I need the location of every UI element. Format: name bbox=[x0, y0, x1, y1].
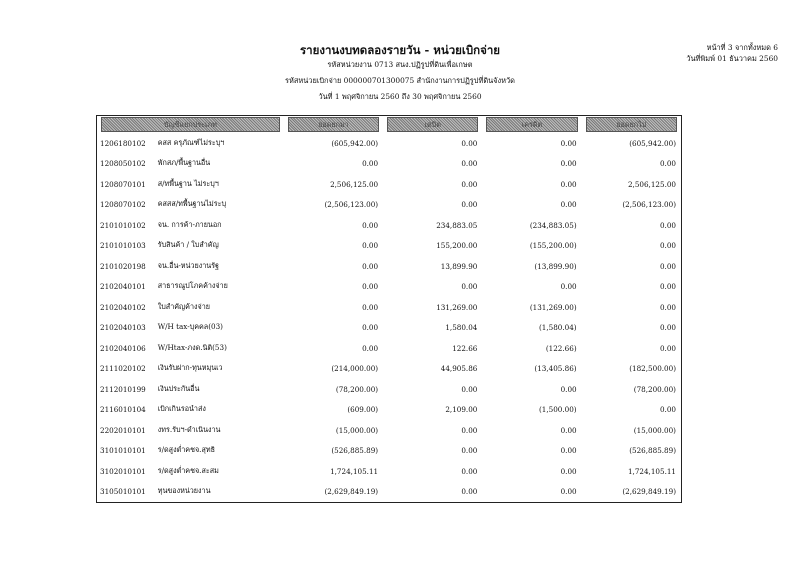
closing-balance: (2,629,849.19) bbox=[622, 487, 676, 497]
table-row bbox=[97, 195, 682, 216]
table-row bbox=[97, 154, 682, 175]
account-name: รับสินค้า / ใบสำคัญ bbox=[157, 240, 219, 250]
debit-amount: 131,269.00 bbox=[436, 302, 478, 312]
account-code: 2101010102 bbox=[100, 220, 146, 230]
table-row bbox=[97, 379, 682, 400]
closing-balance: (15,000.00) bbox=[633, 425, 676, 435]
credit-amount: 0.00 bbox=[560, 446, 577, 456]
debit-amount: 0.00 bbox=[461, 159, 478, 169]
account-name: ทุนของหน่วยงาน bbox=[157, 486, 211, 496]
debit-amount: 122.66 bbox=[452, 343, 478, 353]
credit-amount: (122.66) bbox=[545, 343, 577, 353]
account-name: จน. การค้า-ภายนอก bbox=[157, 219, 222, 229]
opening-balance: 0.00 bbox=[362, 323, 379, 333]
closing-balance: (2,506,123.00) bbox=[622, 200, 676, 210]
closing-balance: 2,506,125.00 bbox=[627, 179, 676, 189]
credit-amount: 0.00 bbox=[560, 282, 577, 292]
col-header-debit: เดบิต bbox=[383, 116, 482, 134]
credit-amount: 0.00 bbox=[560, 200, 577, 210]
opening-balance: (15,000.00) bbox=[335, 425, 379, 435]
table-header-row bbox=[97, 116, 682, 134]
col-header-closing: ยอดยกไป bbox=[582, 116, 682, 134]
closing-balance: 0.00 bbox=[659, 241, 676, 251]
debit-amount: 0.00 bbox=[461, 179, 478, 189]
trial-balance-table bbox=[96, 115, 682, 503]
account-code: 2101010103 bbox=[100, 241, 146, 251]
debit-amount: 44,905.86 bbox=[440, 364, 478, 374]
account-name: เงินประกันอื่น bbox=[157, 383, 200, 393]
page-number: หน้าที่ 3 จากทั้งหมด 6 bbox=[706, 43, 778, 52]
credit-amount: (155,200.00) bbox=[529, 241, 577, 251]
account-name: จน.อื่น-หน่วยงานรัฐ bbox=[157, 260, 219, 270]
opening-balance: (2,506,123.00) bbox=[324, 200, 379, 210]
opening-balance: (214,000.00) bbox=[331, 364, 379, 374]
credit-amount: 0.00 bbox=[560, 466, 577, 476]
opening-balance: (78,200.00) bbox=[335, 384, 379, 394]
agency-code-line: รหัสหน่วยงาน 0713 สนง.ปฏิรูปที่ดินเพื่อเกษต bbox=[327, 60, 473, 69]
account-code: 1206180102 bbox=[100, 138, 146, 148]
account-name: สาธารณูปโภคค้างจ่าย bbox=[157, 281, 228, 291]
report-period-line: วันที่ 1 พฤศจิกายน 2560 ถึง 30 พฤศจิกายน 2560 bbox=[318, 92, 482, 101]
opening-balance: 0.00 bbox=[362, 261, 379, 271]
closing-balance: 0.00 bbox=[659, 323, 676, 333]
account-name: W/Htax-ภงด.นิติ(53) bbox=[157, 342, 227, 352]
closing-balance: 0.00 bbox=[659, 261, 676, 271]
account-name: คสสส/ทพื้นฐานไม่ระบุ bbox=[157, 199, 227, 209]
account-name: คสส ครุภัณฑ์ไม่ระบุฯ bbox=[157, 137, 225, 147]
table-row bbox=[97, 359, 682, 380]
debit-amount: 0.00 bbox=[461, 138, 478, 148]
account-code: 2116010104 bbox=[100, 405, 146, 415]
account-code: 2102040103 bbox=[100, 323, 146, 333]
print-date: วันที่พิมพ์ 01 ธันวาคม 2560 bbox=[686, 54, 778, 63]
account-code: 2102040102 bbox=[100, 302, 146, 312]
account-name: ร/ดสูงต่ำคชจ.สุทธิ bbox=[157, 445, 215, 455]
table-row bbox=[97, 441, 682, 462]
credit-amount: (13,899.90) bbox=[534, 261, 577, 271]
opening-balance: (609.00) bbox=[347, 405, 379, 415]
opening-balance: 0.00 bbox=[362, 220, 379, 230]
table-row bbox=[97, 297, 682, 318]
debit-amount: 13,899.90 bbox=[440, 261, 478, 271]
account-name: ส/ทพื้นฐาน ไม่ระบุฯ bbox=[157, 178, 219, 188]
credit-amount: 0.00 bbox=[560, 384, 577, 394]
debit-amount: 0.00 bbox=[461, 384, 478, 394]
table-row bbox=[97, 215, 682, 236]
credit-amount: 0.00 bbox=[560, 138, 577, 148]
table-row bbox=[97, 420, 682, 441]
closing-balance: 0.00 bbox=[659, 159, 676, 169]
account-code: 3101010101 bbox=[100, 446, 146, 456]
account-code: 2111020102 bbox=[100, 364, 146, 374]
closing-balance: 0.00 bbox=[659, 220, 676, 230]
closing-balance: 0.00 bbox=[659, 302, 676, 312]
debit-amount: 1,580.04 bbox=[445, 323, 478, 333]
opening-balance: 0.00 bbox=[362, 343, 379, 353]
debit-amount: 0.00 bbox=[461, 282, 478, 292]
opening-balance: 1,724,105.11 bbox=[330, 466, 379, 476]
debit-amount: 0.00 bbox=[461, 446, 478, 456]
account-name: งทร.รับฯ-ดำเนินงาน bbox=[157, 424, 221, 434]
account-code: 1208070102 bbox=[100, 200, 146, 210]
opening-balance: (605,942.00) bbox=[331, 138, 379, 148]
table-row bbox=[97, 236, 682, 257]
table-row bbox=[97, 461, 682, 482]
table-row bbox=[97, 133, 682, 154]
table-row bbox=[97, 338, 682, 359]
opening-balance: 0.00 bbox=[362, 282, 379, 292]
closing-balance: 1,724,105.11 bbox=[627, 466, 676, 476]
account-name: W/H tax-บุคคล(03) bbox=[157, 322, 223, 332]
report-title: รายงานงบทดลองรายวัน - หน่วยเบิกจ่าย bbox=[299, 43, 501, 57]
account-name: เบิกเกินรอนำส่ง bbox=[157, 404, 206, 414]
credit-amount: 0.00 bbox=[560, 487, 577, 497]
debit-amount: 2,109.00 bbox=[445, 405, 478, 415]
account-code: 3105010101 bbox=[100, 487, 146, 497]
col-header-opening: ยอดยกมา bbox=[284, 116, 383, 134]
credit-amount: 0.00 bbox=[560, 425, 577, 435]
credit-amount: (234,883.05) bbox=[529, 220, 577, 230]
credit-amount: 0.00 bbox=[560, 159, 577, 169]
col-header-account: บัญชีแยกประเภท bbox=[97, 116, 284, 134]
closing-balance: 0.00 bbox=[659, 343, 676, 353]
closing-balance: (78,200.00) bbox=[633, 384, 676, 394]
disbursement-unit-line: รหัสหน่วยเบิกจ่าย 000000701300075 สำนักงานการปฏิรูปที่ดินจังหวัด bbox=[285, 76, 515, 85]
table-row bbox=[97, 277, 682, 298]
closing-balance: (605,942.00) bbox=[629, 138, 676, 148]
table-row bbox=[97, 256, 682, 277]
account-code: 3102010101 bbox=[100, 466, 146, 476]
credit-amount: (1,580.04) bbox=[539, 323, 577, 333]
account-code: 2101020198 bbox=[100, 261, 146, 271]
table-row bbox=[97, 482, 682, 503]
account-code: 2102040106 bbox=[100, 343, 146, 353]
debit-amount: 0.00 bbox=[461, 425, 478, 435]
account-code: 1208050102 bbox=[100, 159, 146, 169]
account-name: พักสภ/พื้นฐานอื่น bbox=[157, 158, 211, 168]
closing-balance: 0.00 bbox=[659, 282, 676, 292]
closing-balance: 0.00 bbox=[659, 405, 676, 415]
closing-balance: (526,885.89) bbox=[629, 446, 676, 456]
account-name: ใบสำคัญค้างจ่าย bbox=[157, 301, 210, 311]
credit-amount: (13,405.86) bbox=[534, 364, 577, 374]
debit-amount: 234,883.05 bbox=[436, 220, 478, 230]
opening-balance: (2,629,849.19) bbox=[324, 487, 379, 497]
opening-balance: 0.00 bbox=[362, 241, 379, 251]
account-code: 1208070101 bbox=[100, 179, 146, 189]
debit-amount: 0.00 bbox=[461, 466, 478, 476]
credit-amount: (1,500.00) bbox=[539, 405, 577, 415]
table-row bbox=[97, 318, 682, 339]
account-code: 2102040101 bbox=[100, 282, 146, 292]
col-header-credit: เครดิต bbox=[482, 116, 581, 134]
debit-amount: 0.00 bbox=[461, 487, 478, 497]
debit-amount: 155,200.00 bbox=[436, 241, 478, 251]
closing-balance: (182,500.00) bbox=[629, 364, 676, 374]
opening-balance: 0.00 bbox=[362, 159, 379, 169]
table-row bbox=[97, 400, 682, 421]
table-row bbox=[97, 174, 682, 195]
account-name: เงินรับฝาก-ทุนหมุนเว bbox=[157, 363, 223, 373]
account-name: ร/ดสูงต่ำคชจ.สะสม bbox=[157, 465, 219, 475]
opening-balance: 2,506,125.00 bbox=[330, 179, 379, 189]
opening-balance: (526,885.89) bbox=[331, 446, 379, 456]
opening-balance: 0.00 bbox=[362, 302, 379, 312]
credit-amount: (131,269.00) bbox=[529, 302, 577, 312]
account-code: 2112010199 bbox=[100, 384, 146, 394]
account-code: 2202010101 bbox=[100, 425, 146, 435]
debit-amount: 0.00 bbox=[461, 200, 478, 210]
credit-amount: 0.00 bbox=[560, 179, 577, 189]
